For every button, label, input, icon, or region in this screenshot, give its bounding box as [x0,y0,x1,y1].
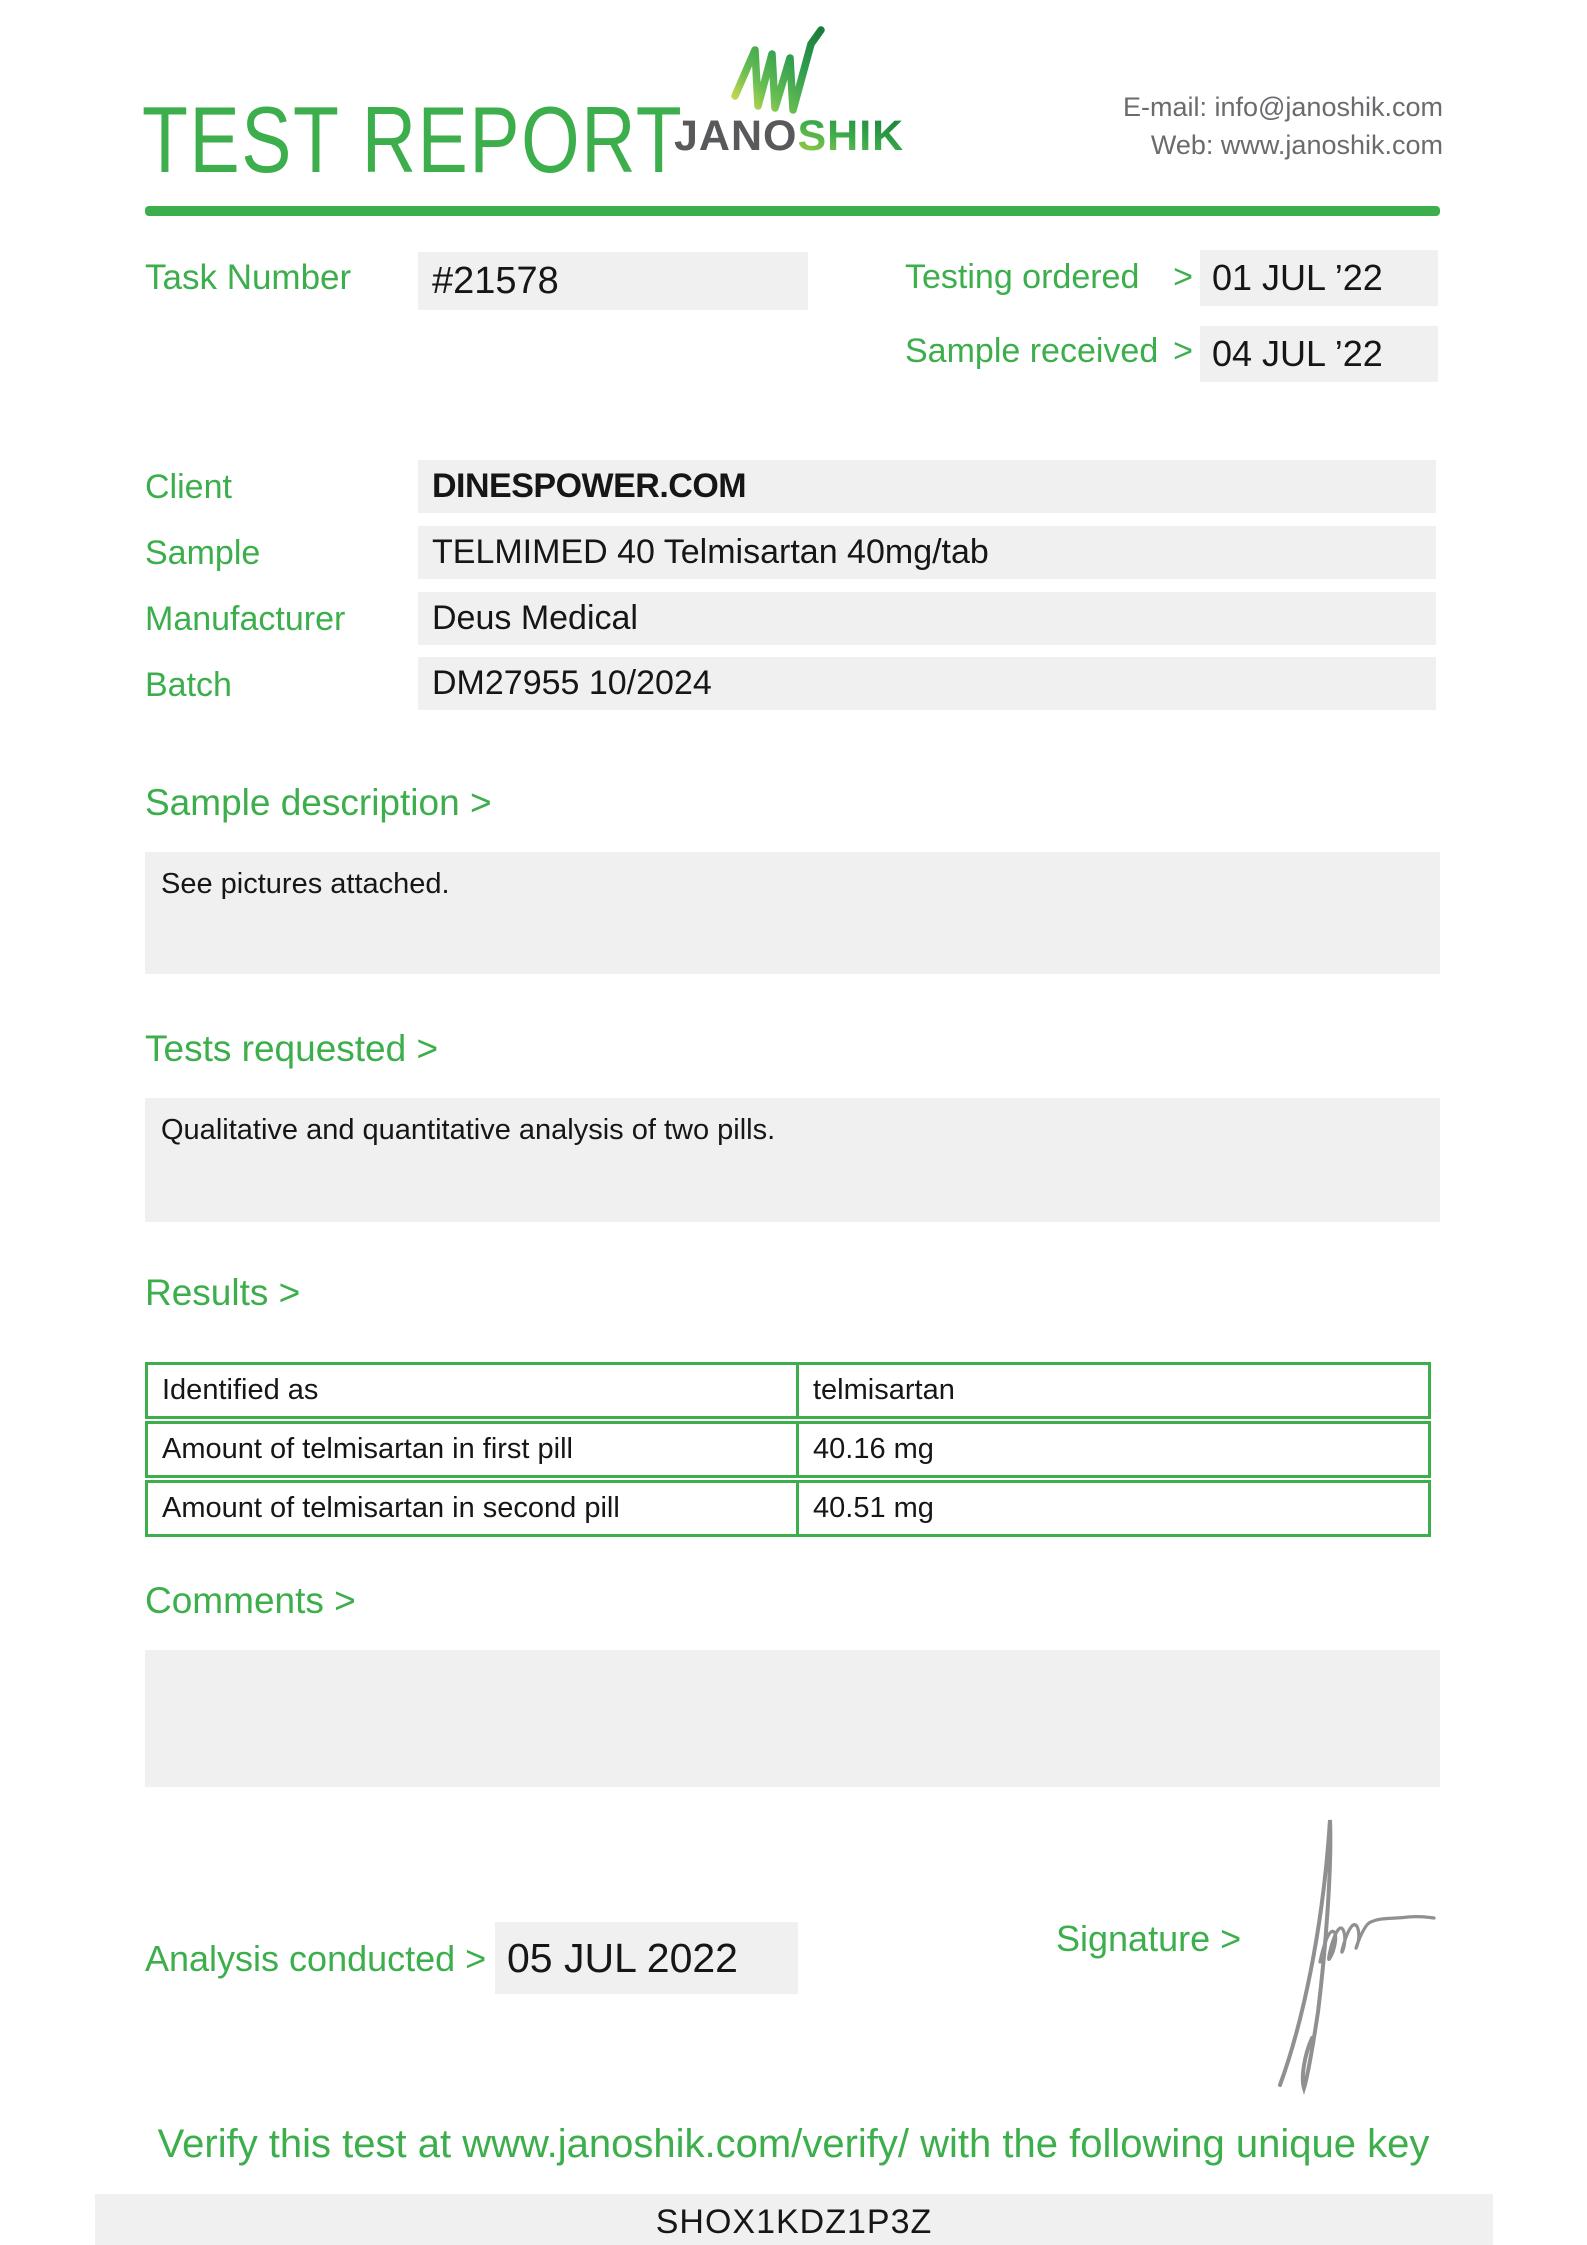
table-row [145,1421,1431,1478]
signature-label: Signature > [1056,1918,1242,1959]
sample-received-text: Sample received [905,332,1159,370]
tests-requested-box [145,1098,1440,1222]
manufacturer-value: Deus Medical [432,599,638,637]
wordmark-prefix: JANO [674,112,798,160]
testing-ordered-field [1200,250,1438,306]
contact-email: E-mail: info@janoshik.com [1122,92,1443,122]
header-divider [145,206,1440,216]
result-value: 40.16 mg [813,1433,934,1465]
wordmark-suffix: SHIK [797,112,905,160]
analysis-date-field [495,1922,798,1994]
contact-web: Web: www.janoshik.com [1150,130,1443,160]
janoshik-wordmark [674,112,904,161]
table-row [145,1480,1431,1537]
manufacturer-label: Manufacturer [145,600,346,638]
batch-value: DM27955 10/2024 [432,664,712,702]
result-label: Identified as [148,1365,799,1416]
testing-ordered-value: 01 JUL ’22 [1212,257,1383,298]
batch-label: Batch [145,666,232,704]
sample-received-label [905,332,1193,371]
unique-key-value: SHOX1KDZ1P3Z [655,2203,933,2241]
sample-field [418,526,1436,579]
task-number-field [418,252,808,310]
analysis-conducted-label: Analysis conducted > [145,1938,487,1979]
comments-box [145,1650,1440,1787]
result-label: Amount of telmisartan in first pill [148,1424,799,1475]
verify-instruction: Verify this test at www.janoshik.com/verify/ with the following unique key [157,2122,1430,2166]
contact-block [1123,88,1443,164]
chevron-icon: > [1173,332,1193,370]
comments-heading: Comments > [145,1580,356,1621]
sample-label: Sample [145,534,261,572]
sample-received-field [1200,326,1438,382]
testing-ordered-label [905,258,1193,297]
janoshik-chart-logo-icon [726,18,838,118]
client-field [418,460,1436,513]
results-table [145,1362,1431,1539]
result-label: Amount of telmisartan in second pill [148,1483,799,1534]
task-number-label: Task Number [145,258,352,297]
results-heading: Results > [145,1272,301,1313]
testing-ordered-text: Testing ordered [905,258,1140,296]
sample-value: TELMIMED 40 Telmisartan 40mg/tab [432,533,989,571]
sample-received-value: 04 JUL ’22 [1212,333,1383,374]
analysis-date-value: 05 JUL 2022 [507,1935,738,1981]
result-value: 40.51 mg [813,1492,934,1524]
unique-key-box [95,2194,1493,2245]
tests-requested-heading: Tests requested > [145,1028,439,1069]
handwritten-signature [1268,1800,1453,2102]
result-value: telmisartan [813,1374,955,1406]
task-number-value: #21578 [432,260,559,302]
sample-description-box [145,852,1440,974]
manufacturer-field [418,592,1436,645]
page-title: TEST REPORT [142,87,684,192]
comments-text [145,1650,1440,1678]
table-row [145,1362,1431,1419]
batch-field [418,657,1436,710]
chevron-icon: > [1173,258,1193,296]
tests-requested-text: Qualitative and quantitative analysis of two pills. [161,1114,776,1146]
sample-description-text: See pictures attached. [161,868,450,900]
client-value: DINESPOWER.COM [432,467,747,505]
client-label: Client [145,468,232,506]
sample-description-heading: Sample description > [145,782,492,823]
